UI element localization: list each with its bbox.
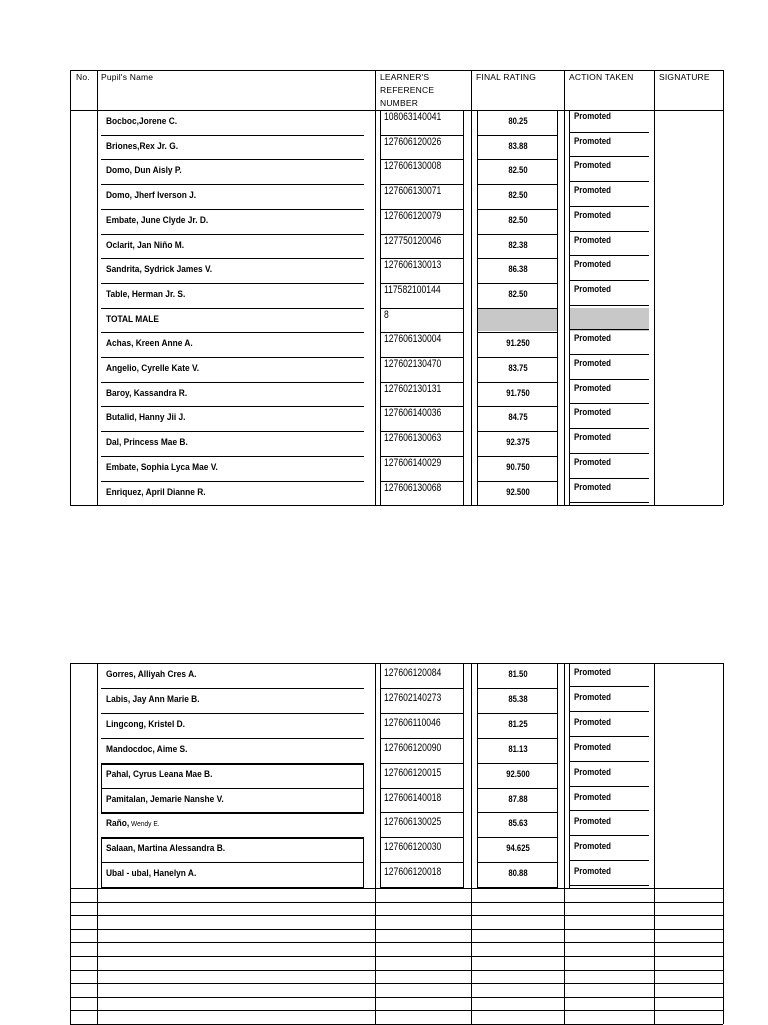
row-underline — [570, 711, 649, 712]
pupil-name-suffix: Wendy E. — [129, 819, 160, 829]
header-pupil-name: Pupil's Name — [101, 72, 154, 82]
row-underline — [101, 283, 364, 284]
final-rating: 94.625 — [506, 843, 530, 854]
header-action-taken: ACTION TAKEN — [569, 72, 634, 82]
row-underline — [570, 736, 649, 737]
row-underline — [478, 862, 557, 863]
row-underline — [101, 234, 364, 235]
row-underline — [570, 280, 649, 281]
action-taken: Promoted — [574, 358, 611, 368]
row-underline — [101, 862, 364, 863]
action-taken: Promoted — [574, 866, 611, 877]
final-rating: 91.250 — [506, 338, 530, 349]
row-underline — [570, 255, 649, 256]
final-rating: 83.75 — [508, 363, 528, 373]
row-underline — [101, 258, 364, 259]
row-underline — [380, 837, 463, 838]
final-rating: 84.75 — [508, 412, 528, 423]
final-rating: 82.50 — [508, 190, 528, 201]
pupil-name: Achas, Kreen Anne A. — [106, 338, 193, 350]
row-underline — [101, 788, 364, 789]
row-underline — [101, 738, 364, 739]
row-underline — [478, 382, 557, 383]
row-underline — [101, 837, 364, 838]
final-rating: 92.500 — [506, 486, 530, 497]
row-underline — [478, 738, 557, 739]
row-underline — [570, 305, 649, 306]
action-taken: Promoted — [574, 481, 611, 492]
pupil-name: Sandrita, Sydrick James V. — [106, 264, 213, 276]
row-underline — [570, 156, 649, 157]
row-underline — [570, 181, 649, 182]
action-taken: Promoted — [574, 791, 611, 802]
pupil-name: Dal, Princess Mae B. — [106, 437, 188, 449]
header-no: No. — [76, 72, 90, 82]
lrn-value: 127606130008 — [384, 160, 442, 173]
final-rating: 82.50 — [508, 165, 528, 176]
lrn-value: 127606120079 — [384, 209, 442, 222]
action-taken: Promoted — [574, 667, 611, 677]
pupil-name: Salaan, Martina Alessandra B. — [106, 843, 226, 855]
final-rating: 81.25 — [508, 718, 528, 729]
lrn-value: 127606120030 — [384, 841, 442, 854]
action-taken: Promoted — [574, 691, 611, 702]
final-rating: 80.25 — [508, 116, 528, 126]
lrn-value: 127606140018 — [384, 791, 442, 804]
row-underline — [478, 184, 557, 185]
total-male-rating-shade — [478, 308, 557, 331]
row-underline — [570, 354, 649, 355]
pupil-name: Pamitalan, Jemarie Nanshe V. — [106, 793, 224, 805]
row-underline — [101, 763, 364, 764]
empty-row-line — [70, 983, 723, 984]
lrn-value: 8 — [384, 308, 389, 321]
row-underline — [101, 688, 364, 689]
pupil-name: Angelio, Cyrelle Kate V. — [106, 363, 200, 374]
final-rating: 90.750 — [506, 461, 530, 472]
action-taken: Promoted — [574, 333, 611, 344]
final-rating: 92.500 — [506, 768, 530, 779]
row-underline — [101, 209, 364, 210]
pupil-name: Raño, Wendy E. — [106, 818, 160, 830]
row-underline — [101, 456, 364, 457]
row-underline — [478, 135, 557, 136]
lrn-value: 127606130004 — [384, 333, 442, 346]
row-underline — [101, 812, 364, 813]
row-underline — [380, 788, 463, 789]
pupil-name: Enriquez, April Dianne R. — [106, 486, 206, 498]
row-underline — [380, 308, 463, 309]
lrn-value: 127602130131 — [384, 382, 442, 395]
final-rating: 92.375 — [506, 437, 530, 448]
action-taken: Promoted — [574, 160, 611, 171]
row-underline — [478, 812, 557, 813]
lrn-value: 127606130025 — [384, 816, 442, 829]
pupil-name: Domo, Jherf Iverson J. — [106, 190, 197, 202]
row-underline — [101, 382, 364, 383]
action-taken: Promoted — [574, 259, 611, 270]
final-rating: 85.63 — [508, 818, 528, 829]
final-rating: 86.38 — [508, 264, 528, 275]
row-underline — [478, 332, 557, 333]
final-rating: 85.38 — [508, 693, 528, 704]
lrn-value: 127606120026 — [384, 135, 442, 148]
lrn-value: 108063140041 — [384, 111, 442, 123]
empty-row-line — [70, 997, 723, 998]
header-final-rating: FINAL RATING — [476, 72, 537, 82]
row-underline — [570, 231, 649, 232]
row-underline — [570, 502, 649, 503]
action-taken: Promoted — [574, 283, 611, 294]
row-underline — [101, 159, 364, 160]
action-taken: Promoted — [574, 741, 611, 752]
action-taken: Promoted — [574, 135, 611, 146]
row-underline — [478, 505, 557, 506]
row-underline — [570, 885, 649, 886]
pupil-name: Briones,Rex Jr. G. — [106, 140, 179, 152]
row-underline — [101, 406, 364, 407]
row-underline — [478, 234, 557, 235]
final-rating: 82.50 — [508, 214, 528, 225]
row-underline — [478, 283, 557, 284]
row-underline — [478, 788, 557, 789]
row-underline — [570, 478, 649, 479]
final-rating: 81.50 — [508, 669, 528, 679]
action-taken: Promoted — [574, 841, 611, 852]
row-underline — [570, 428, 649, 429]
pupil-name: Lingcong, Kristel D. — [106, 718, 185, 730]
action-taken: Promoted — [574, 185, 611, 196]
empty-row-line — [70, 1010, 723, 1011]
row-underline — [380, 862, 463, 863]
action-taken: Promoted — [574, 111, 611, 121]
final-rating: 83.88 — [508, 140, 528, 151]
row-underline — [570, 453, 649, 454]
pupil-name: Pahal, Cyrus Leana Mae B. — [106, 768, 213, 780]
action-taken: Promoted — [574, 716, 611, 727]
pupil-name: Ubal - ubal, Hanelyn A. — [106, 868, 197, 880]
empty-row-line — [70, 942, 723, 943]
row-underline — [101, 184, 364, 185]
action-taken: Promoted — [574, 766, 611, 777]
lrn-value: 127602140273 — [384, 691, 442, 704]
row-underline — [478, 209, 557, 210]
header-lrn: LEARNER'S REFERENCE NUMBER — [380, 72, 435, 108]
header-signature: SIGNATURE — [659, 72, 710, 82]
lrn-value: 127606130063 — [384, 432, 442, 445]
row-underline — [101, 357, 364, 358]
lrn-value: 127606120090 — [384, 741, 442, 754]
lrn-value: 127750120046 — [384, 234, 442, 247]
row-underline — [101, 135, 364, 136]
final-rating: 91.750 — [506, 387, 530, 398]
lrn-value: 127606130068 — [384, 481, 442, 494]
pupil-name: Embate, Sophia Lyca Mae V. — [106, 461, 218, 473]
row-underline — [478, 763, 557, 764]
pupil-name: Domo, Dun Aisly P. — [106, 165, 182, 177]
lrn-value: 127606130071 — [384, 185, 442, 198]
row-underline — [570, 206, 649, 207]
row-underline — [570, 329, 649, 330]
row-underline — [478, 308, 557, 309]
lrn-value: 127606130013 — [384, 259, 442, 272]
action-taken: Promoted — [574, 456, 611, 467]
lrn-value: 127602130470 — [384, 358, 442, 370]
lrn-value: 127606110046 — [384, 716, 441, 729]
row-underline — [478, 357, 557, 358]
action-taken: Promoted — [574, 234, 611, 245]
row-underline — [570, 810, 649, 811]
pupil-name: Gorres, Alliyah Cres A. — [106, 669, 197, 680]
lrn-value: 117582100144 — [384, 283, 441, 296]
row-underline — [478, 258, 557, 259]
row-underline — [380, 738, 463, 739]
pupil-name: Butalid, Hanny Jii J. — [106, 412, 186, 424]
row-underline — [380, 713, 463, 714]
row-underline — [101, 308, 364, 309]
final-rating: 82.38 — [508, 239, 528, 250]
row-underline — [101, 713, 364, 714]
row-underline — [380, 688, 463, 689]
final-rating: 87.88 — [508, 793, 528, 804]
row-underline — [101, 481, 364, 482]
lrn-value: 127606120018 — [384, 866, 442, 879]
row-underline — [101, 431, 364, 432]
action-taken: Promoted — [574, 209, 611, 220]
row-underline — [380, 812, 463, 813]
lrn-value: 127606140029 — [384, 456, 442, 469]
final-rating: 80.88 — [508, 868, 528, 879]
empty-row-line — [70, 902, 723, 903]
action-taken: Promoted — [574, 816, 611, 827]
pupil-name: TOTAL MALE — [106, 313, 159, 325]
row-underline — [478, 431, 557, 432]
pupil-name: Oclarit, Jan Niño M. — [106, 239, 185, 251]
final-rating: 82.50 — [508, 288, 528, 299]
action-taken: Promoted — [574, 407, 611, 418]
pupil-name: Table, Herman Jr. S. — [106, 288, 186, 300]
row-underline — [478, 837, 557, 838]
final-rating: 81.13 — [508, 743, 528, 754]
pupil-name: Embate, June Clyde Jr. D. — [106, 214, 209, 226]
row-underline — [478, 159, 557, 160]
row-underline — [570, 403, 649, 404]
row-underline — [478, 688, 557, 689]
pupil-name: Labis, Jay Ann Marie B. — [106, 693, 200, 705]
lrn-value: 127606120084 — [384, 667, 442, 679]
row-underline — [380, 505, 463, 506]
empty-row-line — [70, 956, 723, 957]
row-underline — [380, 763, 463, 764]
row-underline — [478, 456, 557, 457]
row-underline — [101, 332, 364, 333]
row-underline — [570, 132, 649, 133]
pupil-name: Baroy, Kassandra R. — [106, 387, 188, 399]
total-male-action-shade — [570, 308, 649, 331]
action-taken: Promoted — [574, 432, 611, 443]
row-underline — [570, 379, 649, 380]
pupil-name: Mandocdoc, Aime S. — [106, 743, 188, 755]
row-underline — [570, 686, 649, 687]
lrn-value: 127606120015 — [384, 766, 442, 779]
pupil-name: Bocboc,Jorene C. — [106, 116, 178, 127]
row-underline — [570, 786, 649, 787]
row-underline — [478, 481, 557, 482]
action-taken: Promoted — [574, 382, 611, 393]
row-underline — [478, 406, 557, 407]
empty-row-line — [70, 929, 723, 930]
row-underline — [101, 505, 364, 506]
row-underline — [570, 860, 649, 861]
empty-row-line — [70, 888, 723, 889]
empty-row-line — [70, 970, 723, 971]
row-underline — [570, 835, 649, 836]
row-underline — [478, 713, 557, 714]
row-underline — [570, 761, 649, 762]
empty-row-line — [70, 915, 723, 916]
lrn-value: 127606140036 — [384, 407, 442, 420]
